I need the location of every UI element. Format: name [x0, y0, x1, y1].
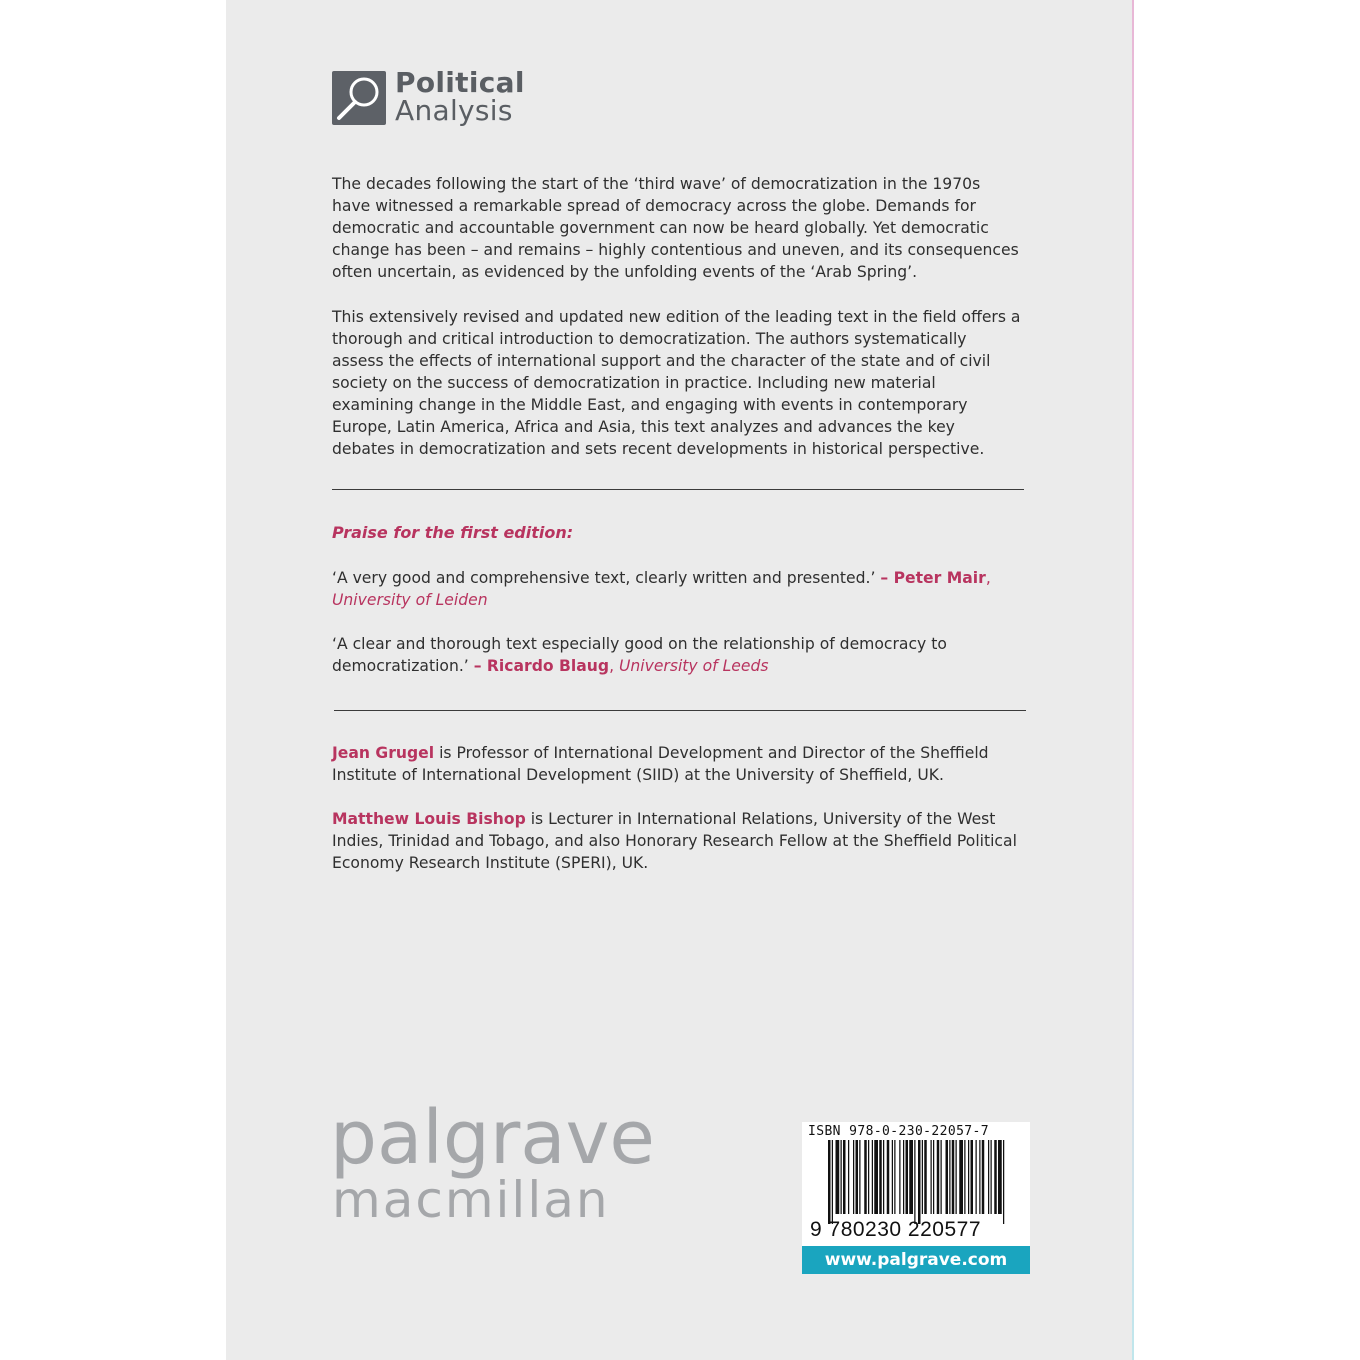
- quote-author: – Ricardo Blaug: [473, 657, 610, 675]
- barcode-bar: [843, 1140, 846, 1214]
- barcode-bar: [856, 1140, 859, 1214]
- barcode-bar: [832, 1140, 833, 1224]
- barcode-bar: [982, 1140, 985, 1214]
- barcode-bar: [914, 1140, 915, 1224]
- isbn-barcode: [802, 1122, 1030, 1274]
- barcode-bar: [864, 1140, 867, 1214]
- barcode-bar: [979, 1140, 980, 1214]
- barcode-bar: [994, 1140, 997, 1214]
- publisher-name-line1: palgrave: [330, 1095, 655, 1181]
- barcode-bar: [899, 1140, 900, 1214]
- barcode-bar: [906, 1140, 909, 1214]
- series-title-line1: Political: [395, 66, 525, 99]
- barcode-bar: [903, 1140, 904, 1214]
- barcode-bar: [853, 1140, 854, 1214]
- barcode-bar: [859, 1140, 860, 1214]
- barcode-bar: [841, 1140, 842, 1214]
- barcode-bar: [949, 1140, 950, 1214]
- barcode-bar: [941, 1140, 942, 1214]
- barcode-bar: [946, 1140, 949, 1214]
- barcode-bar: [848, 1140, 849, 1214]
- barcode-bar: [828, 1140, 831, 1224]
- author-name: Jean Grugel: [332, 744, 435, 762]
- barcode-bar: [959, 1140, 963, 1214]
- divider-top: [332, 489, 1024, 490]
- barcode-bar: [879, 1140, 882, 1214]
- publisher-name-line2: macmillan: [332, 1171, 610, 1229]
- author-bio-1: [332, 742, 1022, 786]
- barcode-bar: [918, 1140, 921, 1224]
- barcode-bar: [894, 1140, 895, 1214]
- description-paragraph-2: This extensively revised and updated new edition of the leading text in the field offers a thorough and critical introduction to democratization. The authors systematically assess the effects of international support and the character of the state and of civil society on the success of democratization in practice. Including new material examining change in the Middle East, and engaging with events in contemporary Europe, Latin America, Africa and Asia, this text analyzes and advances the key debates in democratization and sets recent developments in historical perspective.: [332, 308, 1021, 458]
- barcode-bar: [952, 1140, 955, 1214]
- barcode-bar: [991, 1140, 992, 1214]
- barcode-bar: [964, 1140, 965, 1214]
- barcode-bar: [1003, 1140, 1004, 1224]
- publisher-url[interactable]: www.palgrave.com: [802, 1246, 1030, 1274]
- barcode-bar: [976, 1140, 977, 1214]
- barcode-digits: 9 780230 220577: [810, 1218, 981, 1241]
- quote-affiliation: University of Leiden: [332, 591, 488, 609]
- magnifier-icon: [332, 71, 386, 125]
- barcode-bar: [931, 1140, 932, 1214]
- quote-author: – Peter Mair: [880, 569, 986, 587]
- divider-bottom: [334, 710, 1026, 711]
- barcode-bar: [988, 1140, 989, 1214]
- barcode-bar: [968, 1140, 969, 1214]
- isbn-label: ISBN 978-0-230-22057-7: [808, 1124, 989, 1139]
- quote-text: ‘A very good and comprehensive text, clearly written and presented.’: [332, 569, 881, 587]
- barcode-bar: [924, 1140, 927, 1214]
- barcode-bar: [937, 1140, 940, 1214]
- barcode-bar: [909, 1140, 913, 1214]
- barcode-bar: [887, 1140, 890, 1214]
- author-bio-text: is Professor of International Development and Director of the Sheffield Institute of International Development (SIID) at the University of Sheffield, UK.: [332, 744, 989, 784]
- praise-quote-1: ‘A very good and comprehensive text, clearly written and presented.’ – Peter Mair, University of Leiden: [332, 569, 991, 609]
- barcode-bar: [933, 1140, 934, 1214]
- barcode-bar: [998, 1140, 1002, 1214]
- author-bio-2: [332, 808, 1022, 874]
- cover-edge: [1132, 0, 1134, 1360]
- barcode-bar: [868, 1140, 869, 1214]
- barcode-bar: [922, 1140, 923, 1214]
- praise-heading: Praise for the first edition:: [332, 523, 574, 542]
- praise-quote-2: ‘A clear and thorough text especially good on the relationship of democracy to democratization.’ – Ricardo Blaug, University of Leeds: [332, 635, 947, 675]
- barcode-bar: [892, 1140, 893, 1214]
- barcode-bar: [971, 1140, 974, 1214]
- author-name: Matthew Louis Bishop: [332, 810, 526, 828]
- barcode-bar: [874, 1140, 878, 1214]
- barcode-bar: [956, 1140, 957, 1214]
- barcode-bar: [883, 1140, 884, 1214]
- barcode-bar: [836, 1140, 840, 1214]
- author-bio-text: is Lecturer in International Relations, University of the West Indies, Trinidad and Tobago, and also Honorary Research Fellow at the Sheffield Political Economy Research Institute (SPERI), UK.: [332, 810, 1017, 872]
- quote-affiliation: University of Leeds: [618, 657, 769, 675]
- description-paragraph-1: The decades following the start of the ‘third wave’ of democratization in the 1970s have witnessed a remarkable spread of democracy across the globe. Demands for democratic and accountable government can now be heard globally. Yet democratic change has been – and remains – highly contentious and uneven, and its consequences often uncertain, as evidenced by the unfolding events of the ‘Arab Spring’.: [332, 175, 1019, 281]
- series-title-line2: Analysis: [395, 94, 513, 127]
- quote-text: ‘A clear and thorough text especially good on the relationship of democracy to democratization.’: [332, 635, 947, 675]
- barcode-bar: [872, 1140, 873, 1214]
